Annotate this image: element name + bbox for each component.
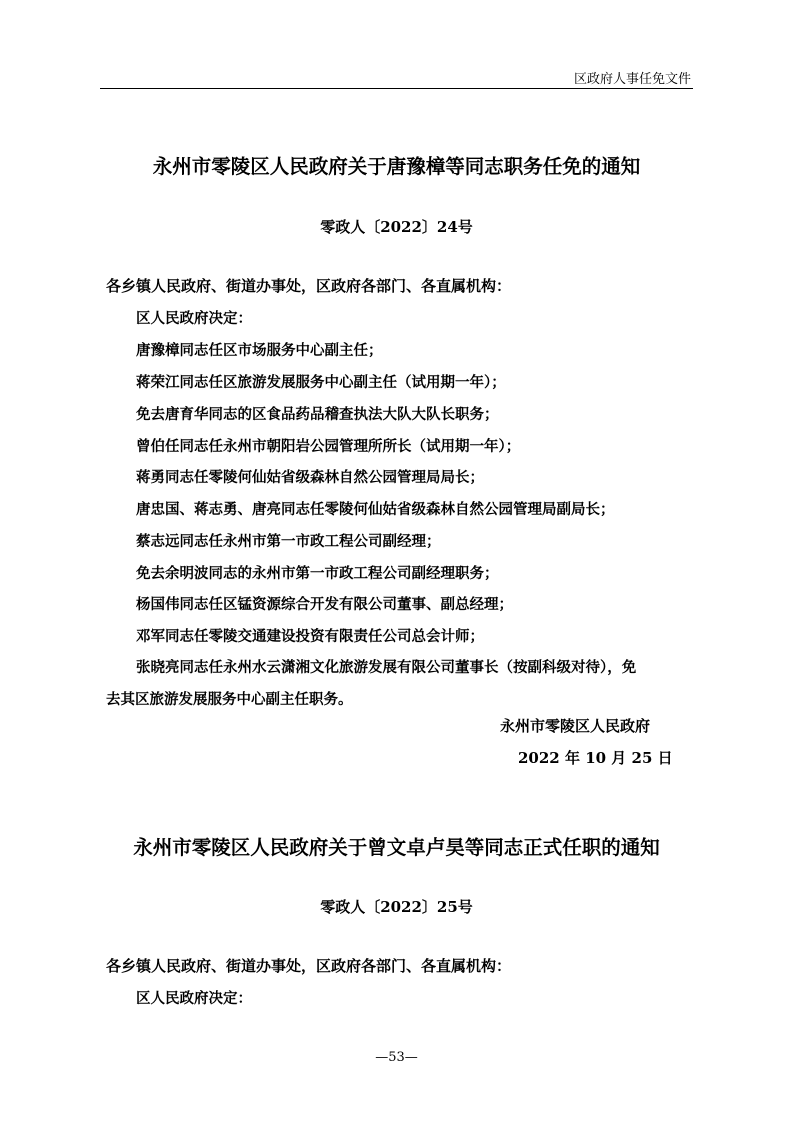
notice1-line: 蒋勇同志任零陵何仙姑省级森林自然公园管理局局长； <box>136 469 484 486</box>
header-rule <box>100 88 693 89</box>
notice1-line: 蒋荣江同志任区旅游发展服务中心副主任（试用期一年）； <box>136 374 506 391</box>
page-number: —53— <box>375 1050 418 1065</box>
notice1-line: 曾伯任同志任永州市朝阳岩公园管理所所长（试用期一年）； <box>136 438 521 455</box>
notice1-line: 蔡志远同志任永州市第一市政工程公司副经理； <box>136 533 441 550</box>
notice1-line: 张晓亮同志任永州水云潇湘文化旅游发展有限公司董事长（按副科级对待），免 <box>136 659 637 676</box>
notice1-line: 区人民政府决定： <box>136 310 252 327</box>
notice1-doc-number: 零政人〔2022〕24号 <box>320 218 473 236</box>
notice2-addressee: 各乡镇人民政府、街道办事处，区政府各部门、各直属机构： <box>106 957 512 975</box>
notice2-title: 永州市零陵区人民政府关于曾文卓卢昊等同志正式任职的通知 <box>133 836 660 859</box>
notice1-title: 永州市零陵区人民政府关于唐豫樟等同志职务任免的通知 <box>152 155 641 178</box>
notice1-line: 免去唐育华同志的区食品药品稽查执法大队大队长职务； <box>136 406 499 423</box>
notice1-line: 唐豫樟同志任区市场服务中心副主任； <box>136 342 383 359</box>
notice2-doc-number: 零政人〔2022〕25号 <box>320 898 473 916</box>
notice1-date: 2022 年 10 月 25 日 <box>518 749 673 767</box>
notice1-line: 邓军同志任零陵交通建设投资有限责任公司总会计师； <box>136 628 484 645</box>
notice1-line: 免去余明波同志的永州市第一市政工程公司副经理职务； <box>136 565 499 582</box>
notice1-line-continuation: 去其区旅游发展服务中心副主任职务。 <box>106 691 353 708</box>
notice1-signer: 永州市零陵区人民政府 <box>500 717 651 735</box>
notice1-addressee: 各乡镇人民政府、街道办事处，区政府各部门、各直属机构： <box>106 277 512 295</box>
notice1-line: 唐忠国、蒋志勇、唐亮同志任零陵何仙姑省级森林自然公园管理局副局长； <box>136 501 615 518</box>
notice1-line: 杨国伟同志任区锰资源综合开发有限公司董事、副总经理； <box>136 596 513 613</box>
notice2-line: 区人民政府决定： <box>136 990 252 1007</box>
page-header-label: 区政府人事任免文件 <box>573 72 691 87</box>
